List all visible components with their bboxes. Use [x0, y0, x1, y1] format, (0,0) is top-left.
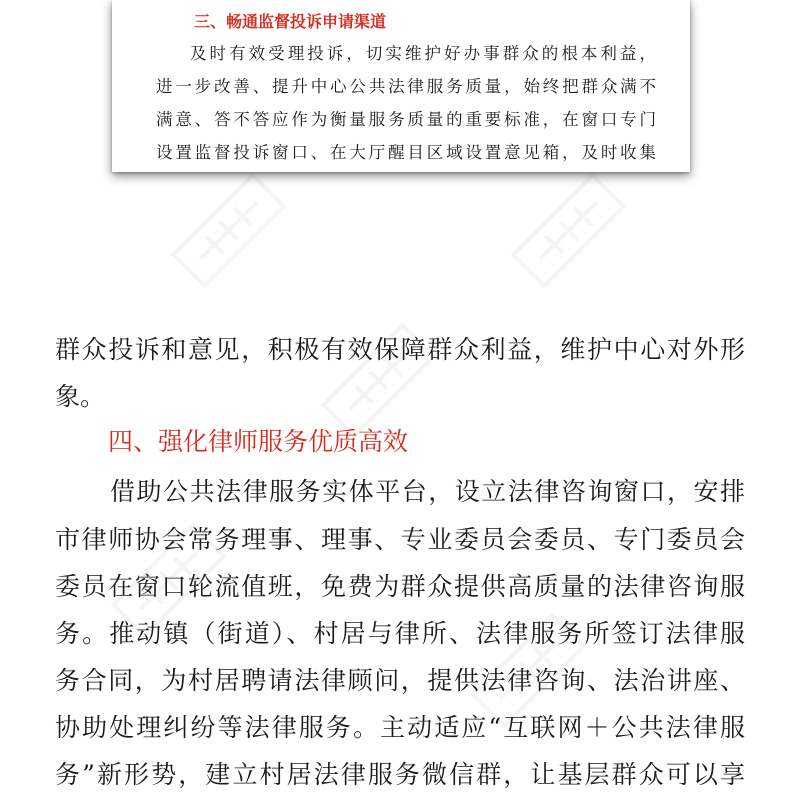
card-text-line: 设置监督投诉窗口、在大厅醒目区域设置意见箱，及时收集 [156, 143, 656, 162]
section-heading: 四、强化律师服务优质高效 [108, 427, 409, 456]
excerpt-card [112, 0, 690, 172]
body-text-line: 象。 [55, 382, 106, 411]
body-text-line: 务。推动镇（街道）、村居与律所、法律服务所签订法律服 [55, 619, 745, 648]
body-text-line: 协助处理纠纷等法律服务。主动适应“互联网＋公共法律服 [55, 713, 745, 742]
card-section-heading: 三、畅通监督投诉申请渠道 [194, 12, 387, 31]
body-text-line: 委员在窗口轮流值班，免费为群众提供高质量的法律咨询服 [55, 572, 745, 601]
body-text-line: 借助公共法律服务实体平台，设立法律咨询窗口，安排 [110, 477, 745, 506]
body-text-line: 市律师协会常务理事、理事、专业委员会委员、专门委员会 [55, 525, 745, 554]
body-text-line: 务合同，为村居聘请法律顾问，提供法律咨询、法治讲座、 [55, 666, 745, 695]
card-text-line: 进一步改善、提升中心公共法律服务质量，始终把群众满不 [156, 77, 656, 96]
card-text-line: 及时有效受理投诉，切实维护好办事群众的根本利益， [190, 44, 656, 63]
card-text-line: 满意、答不答应作为衡量服务质量的重要标准，在窗口专门 [156, 110, 656, 129]
watermark [505, 167, 635, 297]
watermark [165, 167, 295, 297]
body-text-line: 务”新形势，建立村居法律服务微信群，让基层群众可以享 [55, 760, 745, 789]
body-text-line: 群众投诉和意见，积极有效保障群众利益，维护中心对外形 [55, 335, 745, 364]
